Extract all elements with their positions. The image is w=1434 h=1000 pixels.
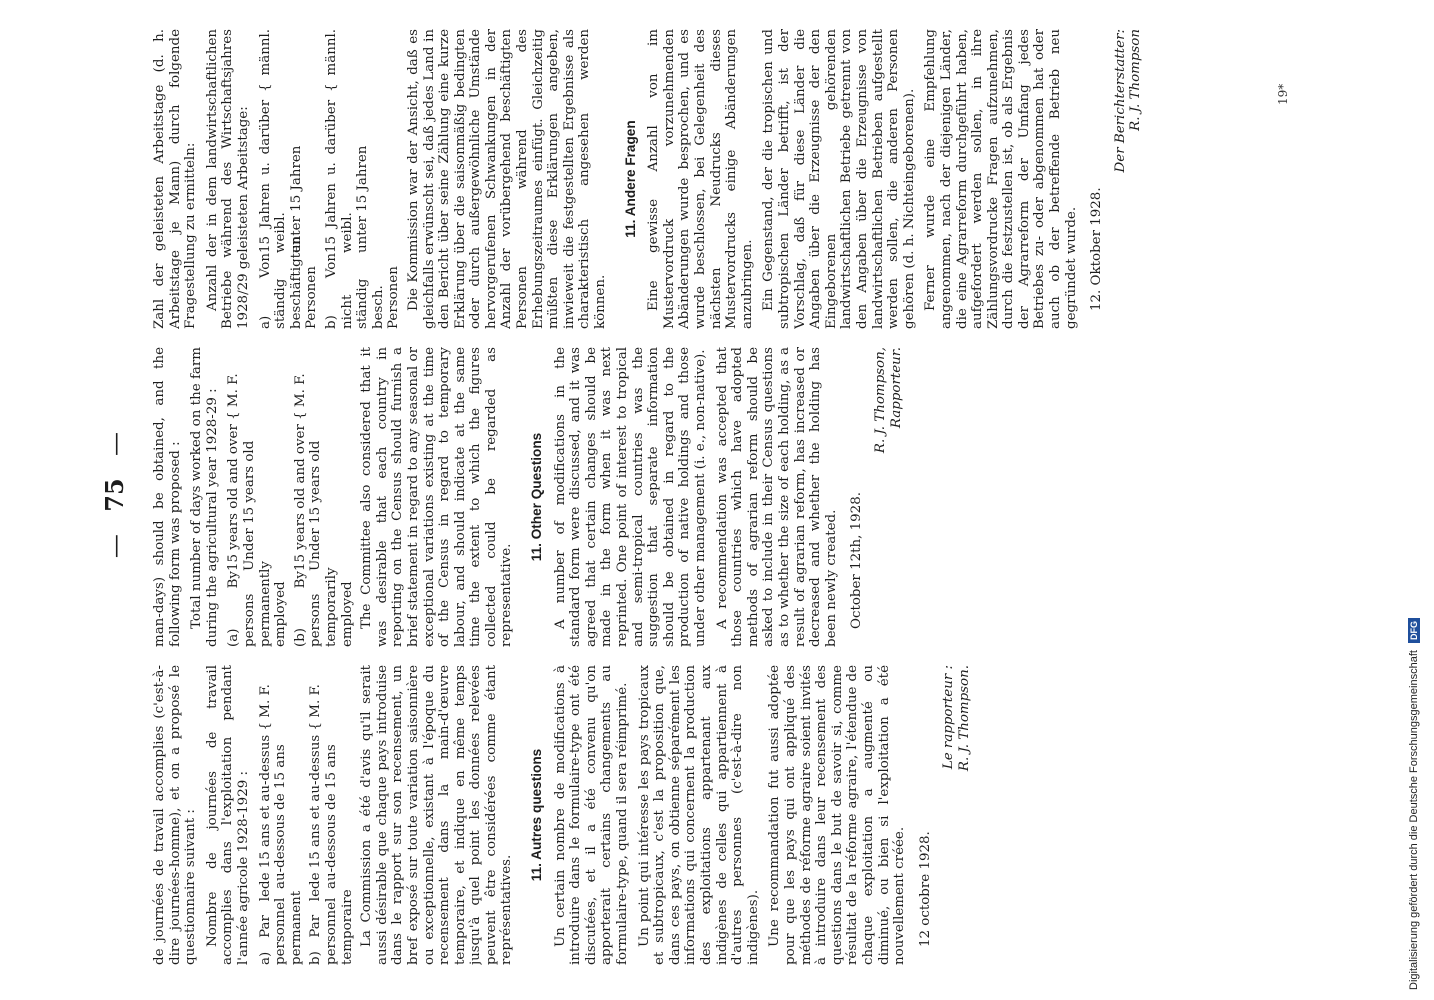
fr-item-a-label: a) Par le personnel permanent	[257, 889, 304, 965]
en-item-b-label: (b) By persons temporarily employed	[292, 567, 355, 647]
de-item-a-opt1: 15 Jahren u. darüber { männl. weibl.	[257, 29, 289, 253]
en-paragraph-1: A number of modifications in the standard form were discussed, and it was agreed that certain changes should be made in the form when it was next reprinted. One point of interest to tropical and semi-tropical countries was the suggestion that separate information should be obtained in regard to the production of native holdings and those under other management (i. e., non-native).	[552, 347, 708, 647]
english-column	[152, 347, 1232, 647]
de-signature-role: Der Berichterstatter:	[1112, 29, 1128, 173]
en-commission-paragraph: The Committee also considered that it was desirable that each country in reporting on the Census should furnish a brief statement in regard to any seasonal or exceptional variations existing at the time of the Census in regard to temporary labour, and should indicate at the same time the extent to which the figures collected could be regarded as representative.	[359, 347, 515, 647]
de-item-b-opt1: 15 Jahren u. darüber { männl. weibl.	[323, 29, 355, 253]
de-paragraph-3: Ferner wurde eine Empfehlung angenommen, nach der diejenigen Länder, die eine Agrarreform durchgeführt haben, aufgefordert werden sollen, in ihre Zählungsvordrucke Fragen aufzunehmen, durch die festzustellen ist, ob als Ergebnis der Agrarreform der Umfang jedes Betriebes zu- oder abgenommen hat oder auch ob der betreffende Betrieb neu gegründet wurde.	[923, 29, 1079, 329]
page-number-header	[100, 25, 140, 965]
fr-intro: de journées de travail accomplies (c'est-à-dire journées-homme), et on a proposé le questionnaire suivant :	[152, 665, 199, 965]
rotated-document-page	[100, 25, 1290, 965]
fr-item-b	[308, 665, 355, 965]
german-column	[152, 29, 1232, 329]
dash-left: —	[101, 534, 129, 559]
de-commission-paragraph: Die Kommission war der Ansicht, daß es gleichfalls erwünscht sei, daß jedes Land in den Bericht über seine Zählung eine kurze Erklärung über die saisonmäßig bedingten oder durch außergewöhnliche Umstände hervorgerufenen Schwankungen in der Anzahl der vorübergehend beschäftigten Personen während des Erhebungszeitraumes einfügt. Gleichzeitig müßten diese Erklärungen angeben, inwieweit die festgestellten Ergebnisse als charakteristisch angesehen werden können.	[405, 29, 609, 329]
de-total-days: Anzahl der in dem landwirtschaftlichen Betriebe während des Wirtschaftsjahres 1928/29 geleisteten Arbeitstage:	[204, 29, 251, 329]
de-signature-name: R. J. Thompson	[1128, 29, 1144, 131]
de-paragraph-1: Eine gewisse Anzahl von im Mustervordruck vorzunehmenden Abänderungen wurde besprochen, und es wurde beschlossen, bei Gelegenheit des nächsten Neudrucks dieses Mustervordrucks einige Abänderungen anzubringen.	[646, 29, 755, 329]
de-date: 12. Oktober 1928.	[1089, 187, 1105, 311]
en-item-a	[226, 347, 288, 647]
digitization-banner	[1398, 0, 1434, 1000]
en-item-b-opt2: Under 15 years old	[308, 440, 324, 571]
en-item-a-label: (a) By persons permanently employed	[226, 561, 289, 647]
de-item-a-label: a) Von ständig beschäftigten Personen	[257, 236, 320, 329]
de-item-a	[258, 29, 320, 329]
de-item-b	[324, 29, 402, 329]
fr-item-a-opt2: au-dessous de 15 ans	[273, 744, 289, 889]
en-signature-name: R. J. Thompson,	[872, 347, 888, 454]
fr-paragraph-2: Un point qui intéresse les pays tropicaux et subtropicaux, c'est la proposition que, dans ces pays, on obtienne séparément les informations qui concernent la production des exploitations appartenant aux indigènes de celles qui appartiennent à d'autres personnes (c'est-à-dire non indigènes).	[636, 665, 761, 965]
de-item-b-opt2: unter 15 Jahren	[355, 145, 371, 253]
en-item-b-options	[293, 347, 355, 571]
en-total-days: Total number of days worked on the farm during the agricultural year 1928-29 :	[189, 347, 220, 647]
french-column	[152, 665, 1232, 965]
fr-signature-name: R. J. Thompson.	[956, 665, 972, 772]
en-signature-role: Rapporteur.	[888, 347, 904, 429]
dfg-logo-icon: DFG	[1408, 618, 1420, 643]
fr-item-a-options	[258, 665, 305, 889]
de-section-heading: 11. Andere Fragen	[622, 120, 638, 238]
fr-paragraph-3: Une recommandation fut aussi adoptée pour que les pays qui ont appliqué des méthodes de réforme agraire soient invités à introduire dans leur recensement des questions dans le but de savoir si, comme résultat de la réforme agraire, l'étendue de chaque exploitation a augmenté ou diminué, ou bien si l'exploitation a été nouvellement créée.	[767, 665, 908, 965]
fr-total-days: Nombre de journées de travail accomplies dans l'exploitation pendant l'année agricole 1928-1929 :	[204, 665, 251, 965]
fr-signature-role: Le rapporteur :	[941, 665, 957, 770]
dash-right: —	[101, 431, 129, 456]
de-item-b-label: b) Von nicht ständig besch. Personen	[323, 253, 402, 329]
fr-commission-paragraph: La Commission a été d'avis qu'il serait aussi désirable que chaque pays introduise dans le rapport sur son recensement, un bref exposé sur toute variation saisonnière ou exceptionnelle, existant à l'époque du recensement dans la main-d'œuvre temporaire, et indique en même temps jusqu'à quel point les données relevées peuvent être considérées comme étant représentatives.	[359, 665, 515, 965]
fr-item-b-opt1: de 15 ans et au-dessus { M. F.	[308, 684, 324, 889]
en-item-b-opt1: 15 years old and over { M. F.	[292, 373, 308, 571]
en-item-a-opt1: 15 years old and over { M. F.	[226, 373, 242, 571]
de-paragraph-2: Ein Gegenstand, der die tropischen und subtropischen Länder betrifft, ist der Vorschlag, daß für diese Länder die Angaben über die Erzeugnisse der den Eingeborenen gehörenden landwirtschaftlichen Betriebe getrennt von den Angaben über die Erzeugnisse von landwirtschaftlichen Betrieben aufgestellt werden sollen, die anderen Personen gehören (d. h. Nichteingeborenen).	[761, 29, 917, 329]
fr-item-a-opt1: de 15 ans et au-dessus { M. F.	[257, 684, 273, 889]
de-intro: Zahl der geleisteten Arbeitstage (d. h. Arbeitstage je Mann) durch folgende Fragestellung zu ermitteln:	[152, 29, 199, 329]
page-number: 75	[100, 478, 129, 512]
fr-paragraph-1: Un certain nombre de modifications à introduire dans le formulaire-type ont été discutées, et il a été convenu qu'on apporterait certains changements au formulaire-type, quand il sera réimprimé.	[552, 665, 631, 965]
fr-date: 12 octobre 1928.	[917, 831, 933, 947]
fr-item-b-options	[308, 665, 355, 889]
fr-section-heading: 11. Autres questions	[529, 748, 545, 882]
fr-item-b-label: b) Par le personnel temporaire	[308, 889, 355, 965]
digitization-banner-text-wrap	[1408, 30, 1420, 990]
de-item-b-options	[324, 29, 402, 253]
en-item-a-options	[226, 347, 288, 571]
digitization-credit: Digitalisierung gefördert durch die Deutsche Forschungsgemeinschaft	[1408, 650, 1420, 990]
en-section-heading: 11. Other Questions	[529, 432, 545, 562]
de-item-a-options	[258, 29, 320, 253]
page-footnote-marker: 19*	[1276, 83, 1290, 105]
en-date: October 12th, 1928.	[849, 492, 865, 629]
fr-item-a	[258, 665, 305, 965]
fr-item-b-opt2: au-dessous de 15 ans	[323, 744, 339, 889]
en-item-a-opt2: Under 15 years old	[241, 440, 257, 571]
de-item-a-opt2: unter 15 Jahren	[288, 145, 304, 253]
en-intro: man-days) should be obtained, and the following form was proposed :	[152, 347, 183, 647]
en-paragraph-2: A recommendation was accepted that those countries which have adopted methods of agrarian reform should be asked to include in their Census questions as to whether the size of each holding, as a result of agrarian reform, has increased or decreased and whether the holding has been newly created.	[714, 347, 839, 647]
en-item-b	[293, 347, 355, 647]
